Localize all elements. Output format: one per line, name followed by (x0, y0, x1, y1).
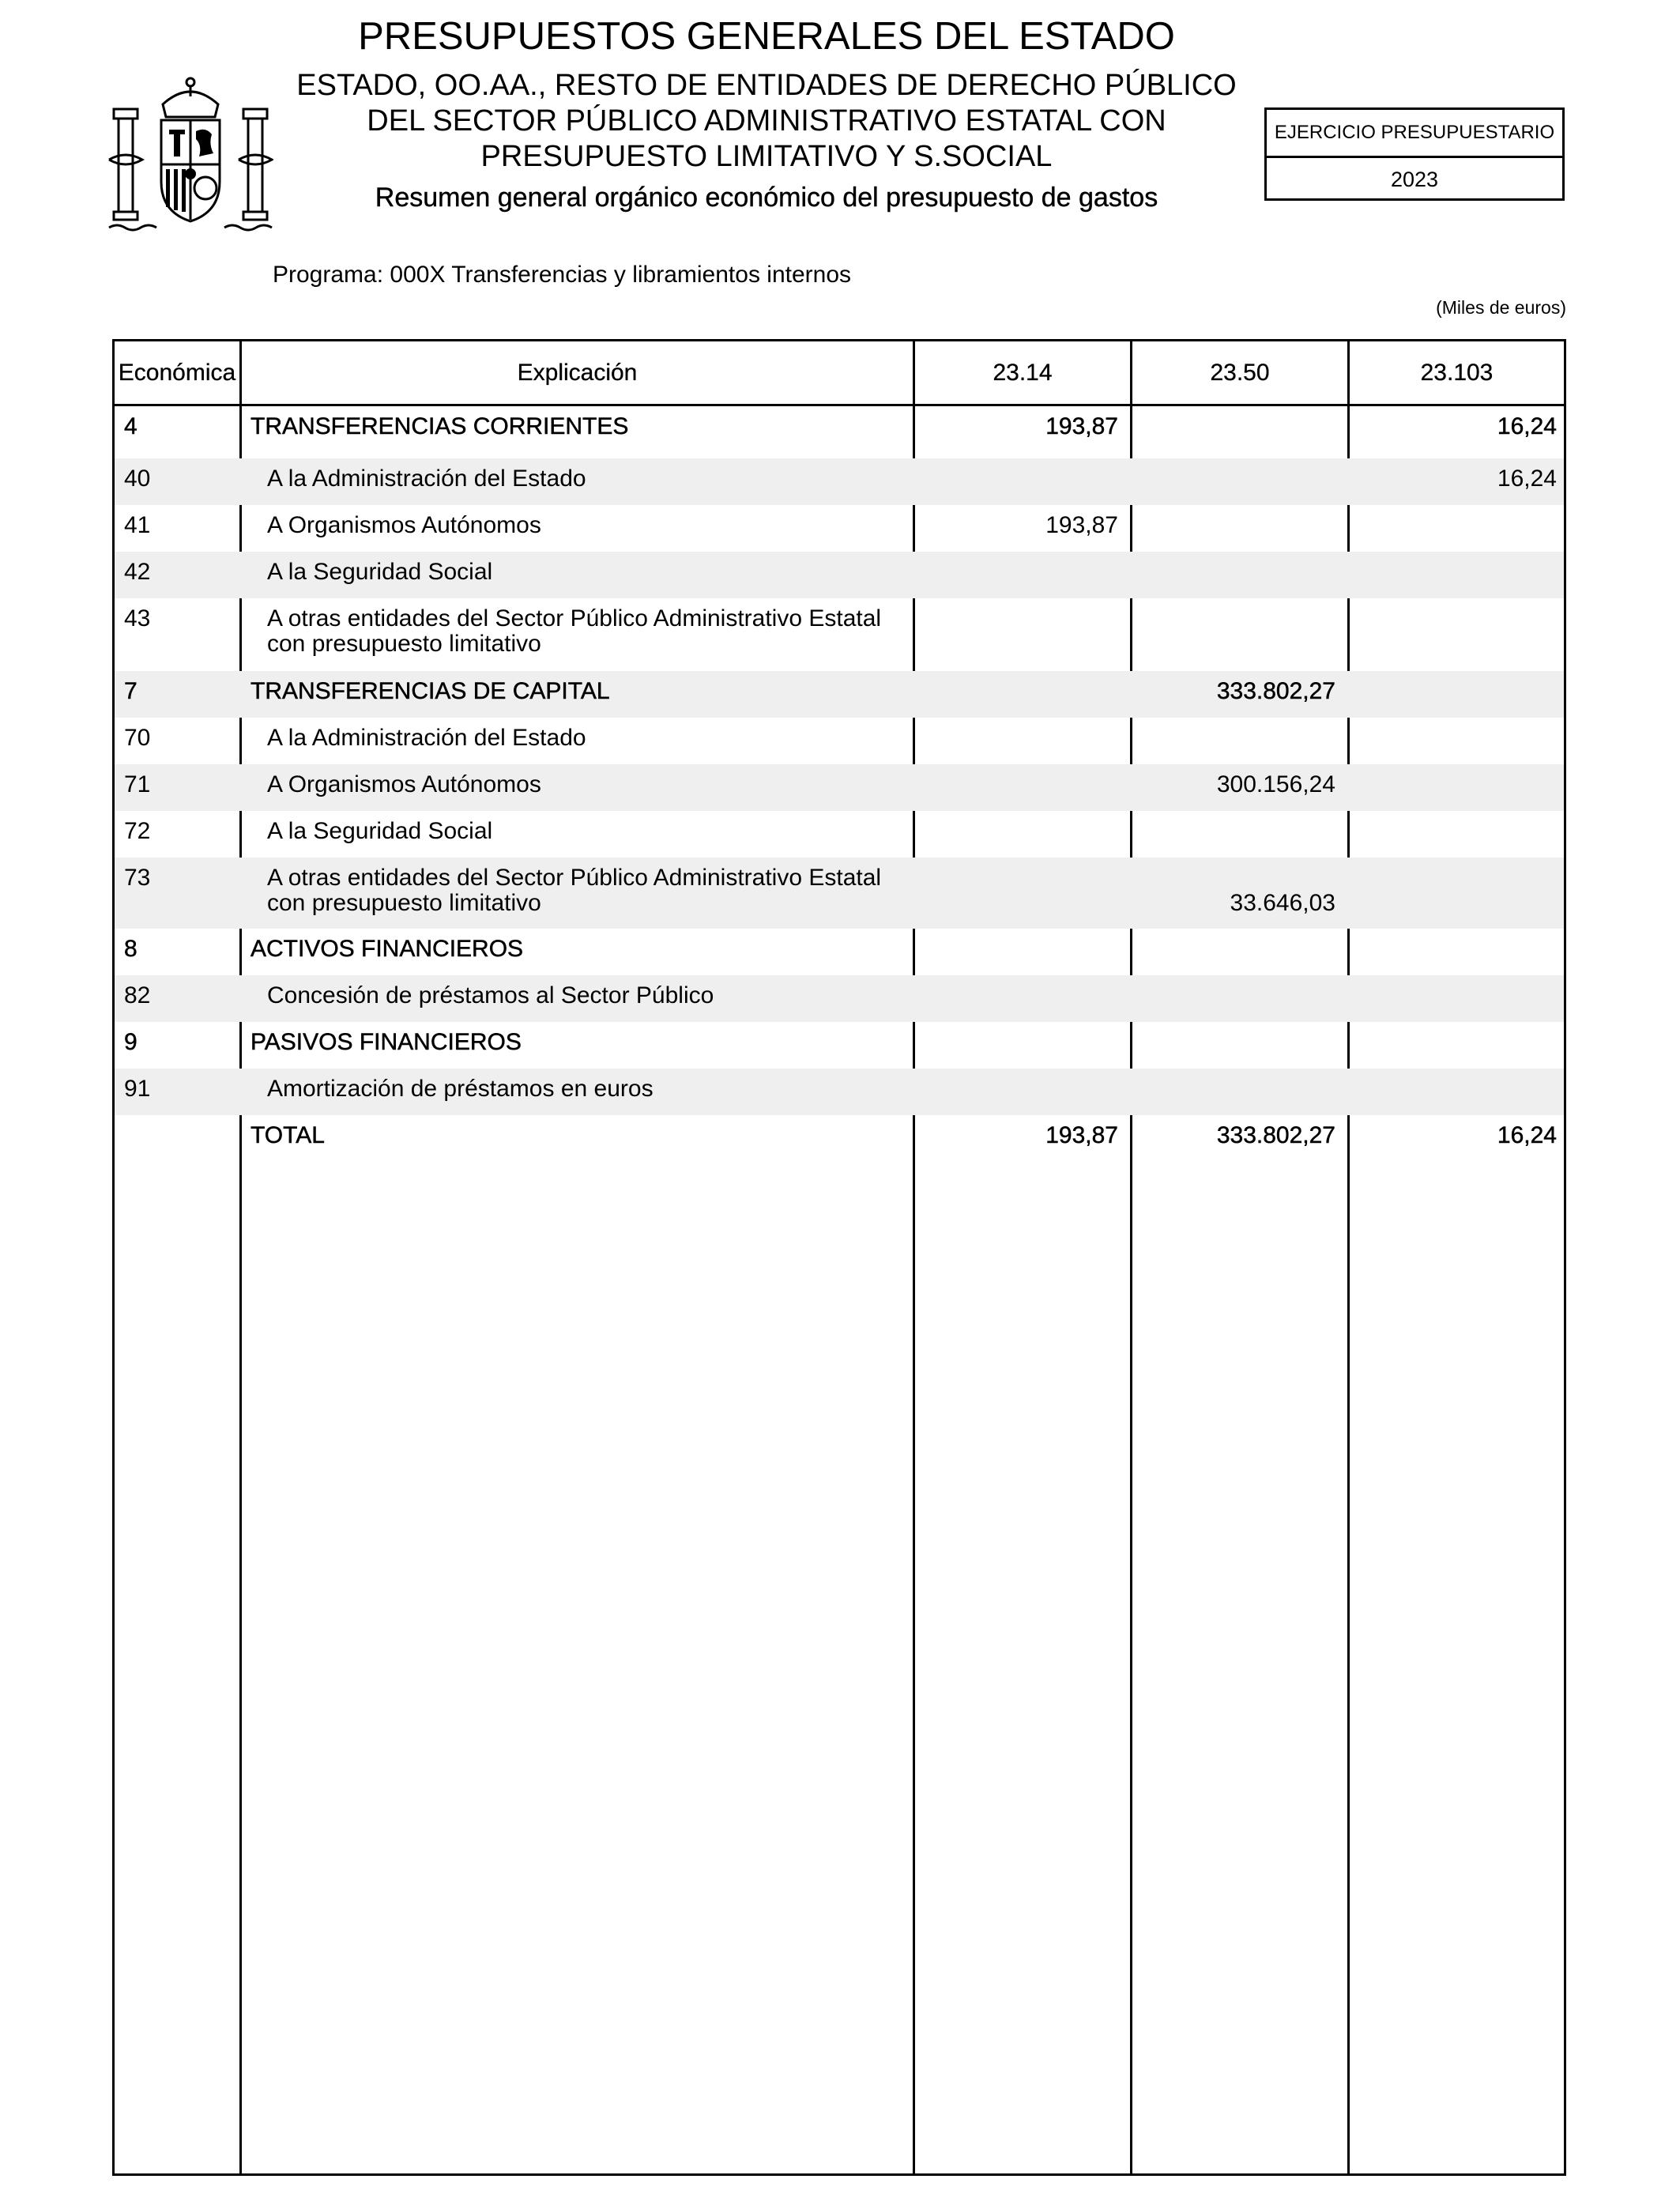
table-row (115, 671, 1564, 718)
row-description-line: Amortización de préstamos en euros (267, 1076, 654, 1102)
table-row (115, 552, 1564, 598)
row-description-line: A la Seguridad Social (267, 559, 493, 585)
economic-code: 72 (124, 818, 151, 844)
subtitle-line-1: ESTADO, OO.AA., RESTO DE ENTIDADES DE DERECHO PÚBLICO (296, 69, 1237, 102)
row-description-line: A la Administración del Estado (267, 466, 586, 492)
row-description (267, 819, 492, 844)
row-description (250, 937, 523, 962)
row-description (267, 772, 541, 797)
row-description (267, 865, 881, 916)
row-description-line: Concesión de préstamos al Sector Público (267, 982, 714, 1008)
program-label: Programa: 000X Transferencias y libramientos internos (273, 262, 852, 288)
row-description-line: A Organismos Autónomos (267, 512, 541, 538)
row-description-line: TRANSFERENCIAS DE CAPITAL (250, 678, 610, 704)
row-description (250, 1030, 522, 1055)
row-description-line: A Organismos Autónomos (267, 771, 541, 797)
amount-23-103: 16,24 (1497, 413, 1557, 439)
amount-23-50: 333.802,27 (1216, 1122, 1335, 1148)
economic-code: 70 (124, 725, 151, 751)
table-row (115, 858, 1564, 929)
economic-code: 82 (124, 982, 151, 1008)
row-description-line: PASIVOS FINANCIEROS (250, 1029, 522, 1055)
row-description (267, 1076, 654, 1102)
table-row (115, 1115, 1564, 1162)
header-col-23-103: 23.103 (1420, 359, 1494, 386)
economic-code: 40 (124, 466, 151, 492)
row-description-line: TOTAL (250, 1122, 325, 1148)
subtitle-line-3: PRESUPUESTO LIMITATIVO Y S.SOCIAL (480, 140, 1053, 173)
table-row (115, 929, 1564, 975)
page-title: PRESUPUESTOS GENERALES DEL ESTADO (358, 15, 1175, 58)
economic-code: 71 (124, 771, 151, 797)
row-description-line: con presupuesto limitativo (267, 890, 541, 916)
economic-code: 7 (124, 678, 137, 704)
subtitle-line-2: DEL SECTOR PÚBLICO ADMINISTRATIVO ESTATAL CON (367, 104, 1166, 138)
units-label: (Miles de euros) (1436, 297, 1566, 318)
row-description (250, 1123, 325, 1148)
table-row (115, 505, 1564, 552)
table-row (115, 1069, 1564, 1115)
row-description-line: A la Seguridad Social (267, 818, 493, 844)
amount-23-103: 16,24 (1497, 466, 1557, 492)
header-col-23-14: 23.14 (993, 359, 1053, 386)
economic-code: 42 (124, 559, 151, 585)
economic-code: 91 (124, 1076, 151, 1102)
row-description (267, 726, 586, 751)
row-description (267, 513, 541, 538)
amount-23-14: 193,87 (1045, 413, 1118, 439)
table-row (115, 458, 1564, 505)
economic-code: 9 (124, 1029, 137, 1055)
row-description (250, 414, 628, 439)
row-description-line: A otras entidades del Sector Público Administrativo Estatal (267, 605, 882, 631)
row-description (267, 466, 586, 492)
economic-code: 8 (124, 936, 137, 962)
table-row (115, 598, 1564, 671)
amount-23-50: 333.802,27 (1216, 678, 1335, 704)
table-row (115, 764, 1564, 811)
row-description-line: con presupuesto limitativo (267, 631, 541, 657)
table-row (115, 975, 1564, 1022)
economic-code: 73 (124, 865, 151, 891)
amount-23-50: 33.646,03 (1230, 890, 1335, 916)
header-economica: Económica (118, 359, 236, 386)
row-description (267, 983, 714, 1008)
header-col-23-50: 23.50 (1210, 359, 1270, 386)
amount-23-14: 193,87 (1045, 512, 1118, 538)
budget-year-box (1264, 107, 1565, 201)
row-description (250, 679, 610, 704)
economic-code: 41 (124, 512, 151, 538)
row-description-line: TRANSFERENCIAS CORRIENTES (250, 413, 629, 439)
row-description (267, 560, 492, 585)
economic-code: 43 (124, 605, 151, 631)
economic-code: 4 (124, 413, 137, 439)
amount-23-103: 16,24 (1497, 1122, 1557, 1148)
table-row (115, 406, 1564, 453)
budget-year-label: EJERCICIO PRESUPUESTARIO (1267, 110, 1562, 158)
row-description-line: A la Administración del Estado (267, 725, 586, 751)
row-description-line: ACTIVOS FINANCIEROS (250, 936, 524, 962)
coat-of-arms-icon (107, 71, 273, 237)
table-row (115, 811, 1564, 858)
amount-23-14: 193,87 (1045, 1122, 1118, 1148)
budget-year-value: 2023 (1390, 168, 1439, 191)
report-description: Resumen general orgánico económico del presupuesto de gastos (375, 183, 1158, 213)
amount-23-50: 300.156,24 (1216, 771, 1335, 797)
table-row (115, 718, 1564, 764)
header-explicacion: Explicación (517, 359, 638, 386)
table-row (115, 1022, 1564, 1069)
row-description-line: A otras entidades del Sector Público Administrativo Estatal (267, 865, 882, 891)
row-description (267, 606, 881, 657)
